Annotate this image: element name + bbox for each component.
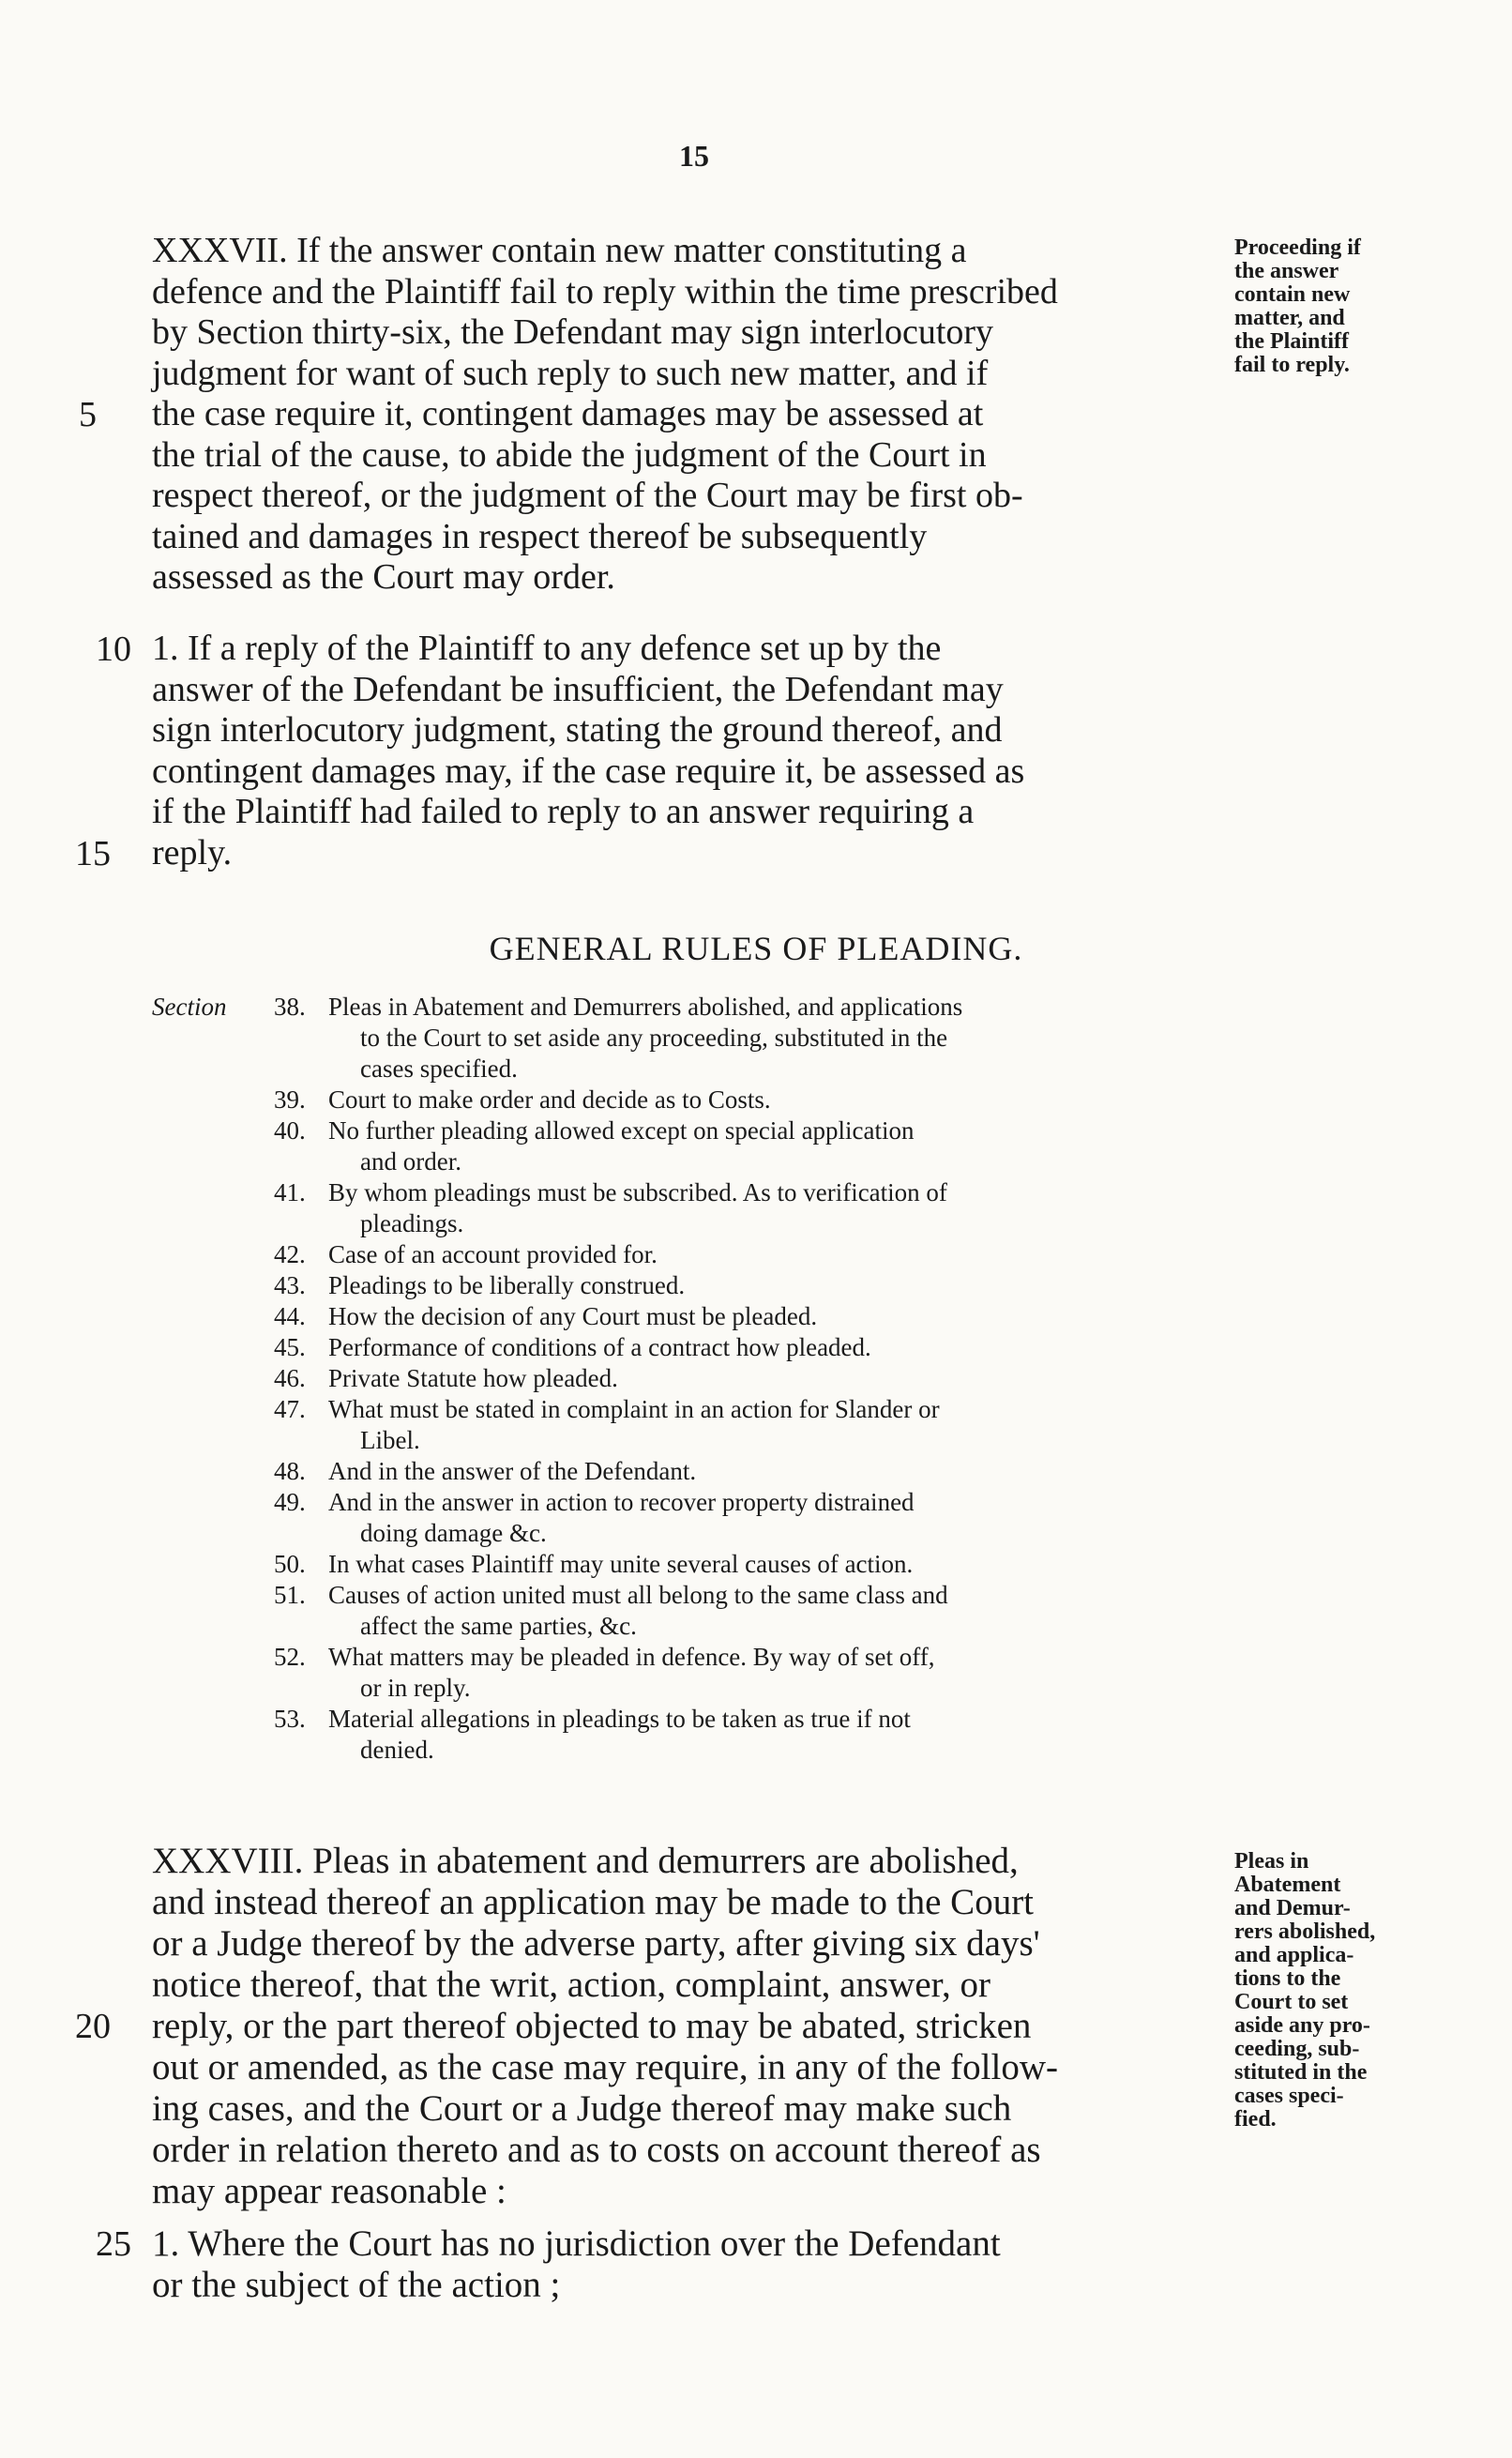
- margin-note-line: matter, and: [1234, 306, 1345, 330]
- text-line: XXXVIII. Pleas in abatement and demurrers are abolished,: [152, 1841, 1019, 1881]
- summary-number: 49.: [274, 1488, 306, 1516]
- text-line: or a Judge thereof by the adverse party, after giving six days': [152, 1923, 1040, 1964]
- summary-item: [152, 1394, 1221, 1456]
- line-number: 15: [75, 834, 111, 873]
- summary-text: How the decision of any Court must be pleaded.: [328, 1302, 818, 1330]
- text-line: contingent damages may, if the case require it, be assessed as: [152, 751, 1025, 791]
- summary-text: pleadings.: [360, 1209, 464, 1237]
- summary-item: [152, 1301, 1221, 1332]
- text-line: tained and damages in respect thereof be subsequently: [152, 516, 928, 556]
- summary-text: to the Court to set aside any proceeding, substituted in the: [360, 1024, 948, 1052]
- text-line: reply, or the part thereof objected to may be abated, stricken: [152, 2006, 1032, 2046]
- section-xxxviii-paragraph: [152, 1841, 1221, 2212]
- summary-text: Case of an account provided for.: [328, 1240, 658, 1268]
- text-line: by Section thirty-six, the Defendant may sign interlocutory: [152, 312, 994, 352]
- text-line: and instead thereof an application may be made to the Court: [152, 1882, 1035, 1922]
- margin-note-xxxviii: [1234, 1850, 1422, 2132]
- margin-note-line: the answer: [1234, 259, 1339, 283]
- text-line: notice thereof, that the writ, action, complaint, answer, or: [152, 1965, 991, 2005]
- margin-note-line: the Plaintiff: [1234, 329, 1349, 354]
- line-number: 10: [96, 630, 131, 669]
- margin-note-line: fied.: [1234, 2107, 1277, 2132]
- summary-number: 48.: [274, 1457, 306, 1485]
- margin-note-line: Proceeding if: [1234, 235, 1361, 260]
- summary-item: [152, 1085, 1221, 1115]
- summary-text: What matters may be pleaded in defence. By way of set off,: [328, 1643, 935, 1671]
- summary-text: Causes of action united must all belong to the same class and: [328, 1581, 948, 1609]
- summary-item: [152, 992, 1221, 1085]
- summary-item: [152, 1487, 1221, 1549]
- summary-label: Section: [152, 993, 227, 1021]
- section-heading: GENERAL RULES OF PLEADING.: [489, 930, 1023, 967]
- margin-note-line: cases speci-: [1234, 2084, 1344, 2108]
- margin-note-line: Court to set: [1234, 1990, 1349, 2014]
- summary-text: Private Statute how pleaded.: [328, 1364, 618, 1392]
- subsection-xxxviii-1-paragraph: [152, 2223, 1221, 2306]
- summary-item: [152, 1270, 1221, 1301]
- section-summary-list: [152, 992, 1221, 1766]
- summary-text: In what cases Plaintiff may unite several causes of action.: [328, 1550, 914, 1578]
- summary-item: [152, 1549, 1221, 1580]
- text-line: XXXVII. If the answer contain new matter constituting a: [152, 231, 967, 270]
- margin-note-line: contain new: [1234, 282, 1351, 307]
- summary-number: 47.: [274, 1395, 306, 1423]
- margin-note-line: stituted in the: [1234, 2060, 1368, 2085]
- margin-note-line: Abatement: [1234, 1873, 1341, 1897]
- margin-note-xxxvii: [1234, 236, 1422, 377]
- summary-text: affect the same parties, &c.: [360, 1612, 637, 1640]
- summary-text: Performance of conditions of a contract how pleaded.: [328, 1333, 871, 1361]
- summary-number: 42.: [274, 1240, 306, 1268]
- margin-note-line: rers abolished,: [1234, 1919, 1376, 1944]
- text-line: 1. If a reply of the Plaintiff to any defence set up by the: [152, 629, 942, 668]
- summary-number: 53.: [274, 1705, 306, 1733]
- text-line: answer of the Defendant be insufficient, the Defendant may: [152, 669, 1004, 709]
- summary-item: [152, 1363, 1221, 1394]
- subsection-1-paragraph: [152, 629, 1221, 873]
- summary-number: 45.: [274, 1333, 306, 1361]
- line-number: 5: [79, 395, 97, 434]
- text-line: the case require it, contingent damages may be assessed at: [152, 394, 984, 433]
- margin-note-line: aside any pro-: [1234, 2013, 1370, 2038]
- summary-number: 44.: [274, 1302, 306, 1330]
- summary-number: 50.: [274, 1550, 306, 1578]
- text-line: respect thereof, or the judgment of the Court may be first ob-: [152, 476, 1023, 515]
- margin-note-line: Pleas in: [1234, 1849, 1309, 1874]
- summary-text: Pleas in Abatement and Demurrers abolished, and applications: [328, 993, 963, 1021]
- text-line: defence and the Plaintiff fail to reply within the time prescribed: [152, 271, 1058, 311]
- summary-number: 40.: [274, 1116, 306, 1145]
- summary-text: and order.: [360, 1147, 461, 1176]
- summary-text: Libel.: [360, 1426, 420, 1454]
- summary-text: And in the answer of the Defendant.: [328, 1457, 697, 1485]
- summary-text: No further pleading allowed except on special application: [328, 1116, 915, 1145]
- margin-note-line: fail to reply.: [1234, 353, 1350, 377]
- summary-number: 52.: [274, 1643, 306, 1671]
- summary-text: or in reply.: [360, 1674, 471, 1702]
- summary-number: 46.: [274, 1364, 306, 1392]
- summary-number: 51.: [274, 1581, 306, 1609]
- text-line: reply.: [152, 832, 233, 872]
- line-number: 25: [96, 2224, 131, 2264]
- section-xxxvii-paragraph: [152, 231, 1221, 599]
- summary-item: [152, 1332, 1221, 1363]
- summary-text: What must be stated in complaint in an action for Slander or: [328, 1395, 940, 1423]
- summary-item: [152, 1580, 1221, 1642]
- text-line: or the subject of the action ;: [152, 2265, 561, 2305]
- summary-item: [152, 1239, 1221, 1270]
- summary-number: 41.: [274, 1178, 306, 1206]
- summary-number: 38.: [274, 993, 306, 1021]
- summary-text: doing damage &c.: [360, 1519, 547, 1547]
- text-line: 1. Where the Court has no jurisdiction over the Defendant: [152, 2223, 1001, 2264]
- summary-number: 43.: [274, 1271, 306, 1299]
- text-line: sign interlocutory judgment, stating the ground thereof, and: [152, 710, 1003, 750]
- summary-item: [152, 1704, 1221, 1766]
- margin-note-line: tions to the: [1234, 1966, 1341, 1991]
- text-line: may appear reasonable :: [152, 2171, 507, 2211]
- text-line: out or amended, as the case may require, in any of the follow-: [152, 2047, 1058, 2087]
- margin-note-line: ceeding, sub-: [1234, 2037, 1360, 2061]
- line-number: 20: [75, 2007, 111, 2046]
- summary-text: Court to make order and decide as to Costs.: [328, 1085, 771, 1114]
- summary-text: By whom pleadings must be subscribed. As to verification of: [328, 1178, 947, 1206]
- text-line: order in relation thereto and as to costs on account thereof as: [152, 2130, 1041, 2170]
- summary-text: denied.: [360, 1736, 434, 1764]
- summary-item: [152, 1642, 1221, 1704]
- summary-item: [152, 1177, 1221, 1239]
- summary-item: [152, 1115, 1221, 1177]
- margin-note-line: and applica-: [1234, 1943, 1354, 1967]
- summary-text: Pleadings to be liberally construed.: [328, 1271, 686, 1299]
- text-line: assessed as the Court may order.: [152, 557, 615, 597]
- text-line: if the Plaintiff had failed to reply to an answer requiring a: [152, 792, 975, 831]
- text-line: ing cases, and the Court or a Judge thereof may make such: [152, 2088, 1012, 2129]
- page-number: 15: [679, 139, 709, 173]
- margin-note-line: and Demur-: [1234, 1896, 1351, 1920]
- summary-text: Material allegations in pleadings to be taken as true if not: [328, 1705, 911, 1733]
- summary-number: 39.: [274, 1085, 306, 1114]
- text-line: the trial of the cause, to abide the judgment of the Court in: [152, 434, 987, 475]
- summary-item: [152, 1456, 1221, 1487]
- summary-text: cases specified.: [360, 1055, 518, 1083]
- text-line: judgment for want of such reply to such new matter, and if: [152, 353, 989, 393]
- summary-text: And in the answer in action to recover property distrained: [328, 1488, 915, 1516]
